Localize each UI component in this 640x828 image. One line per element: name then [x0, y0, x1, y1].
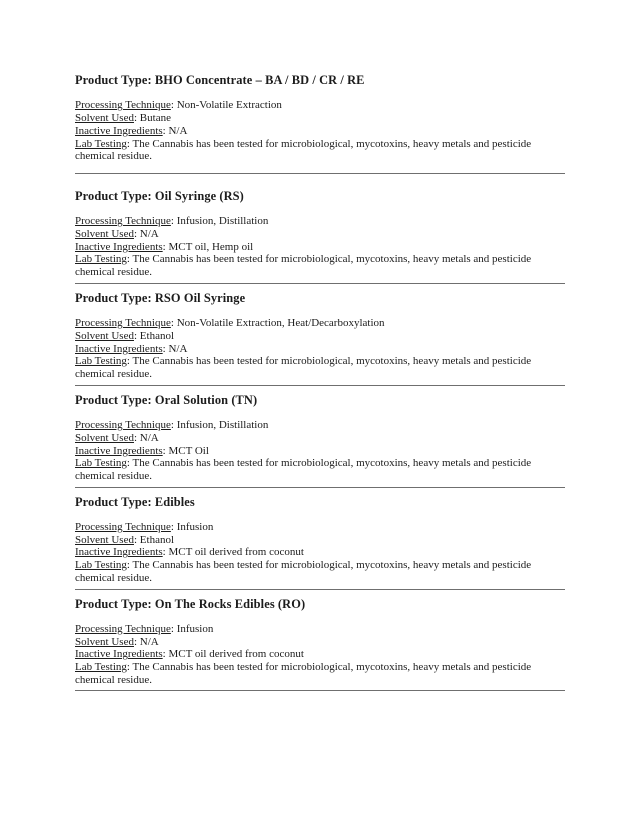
lab-testing-value: The Cannabis has been tested for microbiological, mycotoxins, heavy metals and pesticide chemical residue.: [75, 253, 532, 279]
solvent-used-line: [75, 112, 565, 125]
inactive-ingredients-label: Inactive Ingredients: [75, 648, 163, 661]
solvent-used-value: N/A: [139, 431, 159, 444]
label-colon: :: [162, 342, 169, 355]
inactive-ingredients-value: N/A: [168, 342, 188, 355]
product-section: [75, 598, 565, 692]
label-colon: :: [170, 419, 177, 432]
processing-technique-value: Non-Volatile Extraction: [176, 99, 282, 112]
label-colon: :: [126, 457, 133, 470]
section-divider-rule: [75, 487, 565, 488]
processing-technique-value: Infusion: [176, 622, 214, 635]
lab-testing-line: [75, 253, 565, 278]
processing-technique-label: Processing Technique: [75, 99, 171, 112]
solvent-used-value: Ethanol: [139, 329, 175, 342]
lab-testing-value: The Cannabis has been tested for microbiological, mycotoxins, heavy metals and pesticide chemical residue.: [75, 661, 532, 686]
processing-technique-line: [75, 521, 565, 534]
label-colon: :: [170, 521, 177, 534]
inactive-ingredients-value: MCT oil derived from coconut: [168, 546, 304, 559]
solvent-used-value: N/A: [139, 228, 159, 240]
processing-technique-value: Infusion: [176, 521, 214, 534]
solvent-used-line: [75, 228, 565, 241]
lab-testing-line: [75, 661, 565, 686]
lab-testing-line: [75, 138, 565, 163]
label-colon: :: [162, 240, 169, 253]
solvent-used-line: [75, 534, 565, 547]
lab-testing-value: The Cannabis has been tested for microbiological, mycotoxins, heavy metals and pesticide chemical residue.: [75, 457, 532, 482]
processing-technique-line: [75, 623, 565, 636]
product-type-heading: Product Type: On The Rocks Edibles (RO): [75, 596, 306, 611]
inactive-ingredients-value: MCT Oil: [168, 444, 209, 457]
label-colon: :: [133, 533, 140, 546]
product-type-heading: Product Type: BHO Concentrate – BA / BD / CR / RE: [75, 73, 365, 87]
solvent-used-line: [75, 636, 565, 649]
inactive-ingredients-line: [75, 125, 565, 138]
label-colon: :: [133, 635, 140, 648]
label-colon: :: [162, 546, 169, 559]
solvent-used-label: Solvent Used: [75, 431, 134, 444]
label-colon: :: [162, 124, 169, 137]
product-type-heading: Product Type: Edibles: [75, 494, 195, 509]
solvent-used-line: [75, 432, 565, 445]
inactive-ingredients-label: Inactive Ingredients: [75, 546, 163, 559]
lab-testing-label: Lab Testing: [75, 661, 127, 674]
processing-technique-label: Processing Technique: [75, 622, 171, 635]
section-divider-rule: [75, 385, 565, 386]
solvent-used-line: [75, 330, 565, 343]
processing-technique-label: Processing Technique: [75, 521, 171, 534]
section-divider-rule: [75, 283, 565, 284]
inactive-ingredients-line: [75, 241, 565, 254]
product-section: [75, 292, 565, 386]
label-colon: :: [170, 99, 177, 112]
processing-technique-label: Processing Technique: [75, 215, 171, 228]
solvent-used-value: Ethanol: [139, 533, 175, 546]
inactive-ingredients-label: Inactive Ingredients: [75, 342, 163, 355]
processing-technique-value: Non-Volatile Extraction, Heat/Decarboxylation: [176, 317, 385, 330]
label-colon: :: [126, 559, 133, 572]
inactive-ingredients-value: MCT oil, Hemp oil: [168, 240, 254, 253]
lab-testing-value: The Cannabis has been tested for microbiological, mycotoxins, heavy metals and pesticide chemical residue.: [75, 559, 532, 584]
section-divider-rule: [75, 173, 565, 174]
product-type-heading: Product Type: Oil Syringe (RS): [75, 188, 244, 203]
inactive-ingredients-value: MCT oil derived from coconut: [168, 648, 304, 661]
lab-testing-label: Lab Testing: [75, 137, 127, 150]
label-colon: :: [126, 253, 133, 266]
inactive-ingredients-line: [75, 648, 565, 661]
lab-testing-label: Lab Testing: [75, 355, 127, 368]
label-colon: :: [126, 137, 133, 150]
document-content: [75, 74, 565, 699]
label-colon: :: [162, 648, 169, 661]
product-section: [75, 190, 565, 284]
inactive-ingredients-value: N/A: [168, 124, 188, 137]
label-colon: :: [126, 661, 133, 674]
lab-testing-line: [75, 457, 565, 482]
processing-technique-value: Infusion, Distillation: [176, 215, 269, 228]
inactive-ingredients-line: [75, 445, 565, 458]
solvent-used-label: Solvent Used: [75, 329, 134, 342]
label-colon: :: [162, 444, 169, 457]
inactive-ingredients-line: [75, 546, 565, 559]
processing-technique-value: Infusion, Distillation: [176, 419, 269, 432]
label-colon: :: [133, 329, 140, 342]
lab-testing-value: The Cannabis has been tested for microbiological, mycotoxins, heavy metals and pesticide chemical residue.: [75, 137, 532, 163]
product-section: [75, 74, 565, 174]
lab-testing-line: [75, 355, 565, 380]
section-divider-rule: [75, 589, 565, 590]
label-colon: :: [170, 215, 177, 228]
lab-testing-label: Lab Testing: [75, 559, 127, 572]
label-colon: :: [170, 622, 177, 635]
processing-technique-line: [75, 317, 565, 330]
processing-technique-line: [75, 99, 565, 112]
inactive-ingredients-label: Inactive Ingredients: [75, 124, 163, 137]
inactive-ingredients-label: Inactive Ingredients: [75, 240, 163, 253]
label-colon: :: [126, 355, 133, 368]
solvent-used-label: Solvent Used: [75, 112, 134, 125]
processing-technique-label: Processing Technique: [75, 419, 171, 432]
solvent-used-label: Solvent Used: [75, 635, 134, 648]
product-type-heading: Product Type: Oral Solution (TN): [75, 392, 258, 407]
section-divider-rule: [75, 690, 565, 691]
label-colon: :: [170, 317, 177, 330]
processing-technique-label: Processing Technique: [75, 317, 171, 330]
processing-technique-line: [75, 419, 565, 432]
label-colon: :: [133, 431, 140, 444]
lab-testing-label: Lab Testing: [75, 457, 127, 470]
lab-testing-label: Lab Testing: [75, 253, 127, 266]
solvent-used-label: Solvent Used: [75, 228, 134, 240]
lab-testing-line: [75, 559, 565, 584]
solvent-used-value: Butane: [139, 112, 171, 125]
product-section: [75, 496, 565, 590]
lab-testing-value: The Cannabis has been tested for microbiological, mycotoxins, heavy metals and pesticide chemical residue.: [75, 355, 532, 381]
label-colon: :: [133, 228, 140, 240]
label-colon: :: [133, 112, 140, 125]
inactive-ingredients-line: [75, 343, 565, 356]
solvent-used-value: N/A: [139, 635, 159, 648]
product-type-heading: Product Type: RSO Oil Syringe: [75, 290, 246, 305]
solvent-used-label: Solvent Used: [75, 533, 134, 546]
inactive-ingredients-label: Inactive Ingredients: [75, 444, 163, 457]
processing-technique-line: [75, 215, 565, 228]
product-section: [75, 394, 565, 488]
